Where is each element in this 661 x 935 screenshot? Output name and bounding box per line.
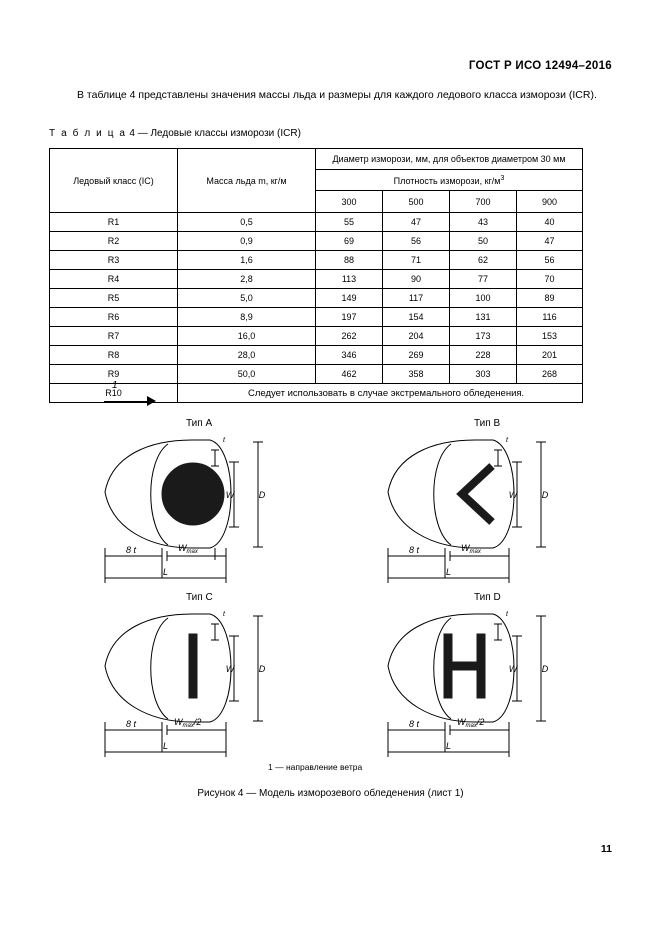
cell-ice-class: R8 — [50, 346, 178, 365]
header-density-500: 500 — [383, 191, 450, 213]
cell-d700: 228 — [450, 346, 517, 365]
type-c-inner-arc — [151, 618, 168, 719]
cell-d300: 149 — [316, 289, 383, 308]
table-row — [50, 232, 583, 251]
cell-d900: 201 — [517, 346, 583, 365]
type-d-label-d: D — [541, 664, 549, 674]
table-caption — [49, 128, 301, 139]
type-c-label-t: t — [223, 611, 225, 618]
cell-d700: 62 — [450, 251, 517, 270]
cell-d700: 43 — [450, 213, 517, 232]
intro-paragraph: В таблице 4 представлены значения массы льда и размеры для каждого ледового класса изморози (ICR). — [77, 89, 597, 101]
cell-ice-class: R2 — [50, 232, 178, 251]
table-row — [50, 213, 583, 232]
cell-d500: 71 — [383, 251, 450, 270]
type-b-label-t: t — [506, 437, 508, 444]
type-c-label-w: W — [225, 664, 235, 674]
cell-d900: 89 — [517, 289, 583, 308]
type-c-ice-outline — [105, 614, 231, 722]
type-a-object-circle — [162, 463, 224, 525]
wind-direction-label: 1 — [112, 380, 118, 391]
table-header-row-1 — [50, 149, 583, 170]
cell-d500: 47 — [383, 213, 450, 232]
label-type-d: Тип D — [474, 592, 501, 603]
type-a-label-8t: 8 t — [126, 545, 137, 555]
cell-d900: 70 — [517, 270, 583, 289]
page-number: 11 — [600, 843, 612, 855]
type-b-label-l: L — [446, 567, 452, 577]
cell-d500: 358 — [383, 365, 450, 384]
label-type-a: Тип A — [186, 418, 213, 429]
type-b-label-d: D — [541, 490, 549, 500]
label-type-b: Тип B — [474, 418, 501, 429]
cell-d300: 197 — [316, 308, 383, 327]
cell-ice-mass: 0,5 — [178, 213, 316, 232]
table-row — [50, 327, 583, 346]
type-c-label-wmax: $W_{max}/2$ — [174, 717, 202, 729]
type-a-ice-outline — [105, 440, 231, 548]
type-a-label-l: L — [163, 567, 169, 577]
cell-d300: 113 — [316, 270, 383, 289]
figure-caption: Рисунок 4 — Модель изморозевого обледенения (лист 1) — [197, 788, 464, 799]
type-c-label-d: D — [258, 664, 266, 674]
cell-ice-mass: 1,6 — [178, 251, 316, 270]
arrow-head-icon — [147, 396, 156, 406]
icr-table — [49, 148, 583, 403]
figure-type-d — [388, 614, 546, 757]
type-c-object-bar — [189, 634, 197, 698]
cell-ice-class: R6 — [50, 308, 178, 327]
cell-d700: 131 — [450, 308, 517, 327]
type-d-ice-outline — [388, 614, 514, 722]
header-diameter-group: Диаметр изморози, мм, для объектов диаметром 30 мм — [316, 149, 583, 170]
cell-ice-mass: 50,0 — [178, 365, 316, 384]
type-a-label-wmax: $W_{max}$ — [178, 543, 198, 555]
cell-ice-class: R9 — [50, 365, 178, 384]
cell-d500: 269 — [383, 346, 450, 365]
wind-direction-arrow — [104, 380, 174, 410]
cell-ice-class: R3 — [50, 251, 178, 270]
cell-ice-mass: 8,9 — [178, 308, 316, 327]
cell-d300: 262 — [316, 327, 383, 346]
cell-d500: 90 — [383, 270, 450, 289]
header-density-700: 700 — [450, 191, 517, 213]
cell-ice-mass: 0,9 — [178, 232, 316, 251]
header-density-text: Плотность изморози, кг/м — [393, 175, 501, 186]
type-d-object-h — [444, 634, 485, 698]
type-b-label-8t: 8 t — [409, 545, 420, 555]
type-b-object-v — [462, 466, 492, 522]
type-d-label-l: L — [446, 741, 452, 751]
header-ice-mass: Масса льда m, кг/м — [178, 149, 316, 213]
table-row — [50, 270, 583, 289]
cell-d900: 47 — [517, 232, 583, 251]
type-a-label-w: W — [225, 490, 235, 500]
cell-d700: 77 — [450, 270, 517, 289]
cell-ice-class: R7 — [50, 327, 178, 346]
cell-d700: 303 — [450, 365, 517, 384]
type-c-label-8t: 8 t — [126, 719, 137, 729]
type-b-ice-outline — [388, 440, 514, 548]
cell-ice-class: R5 — [50, 289, 178, 308]
header-density-900: 900 — [517, 191, 583, 213]
table-row — [50, 308, 583, 327]
figure-type-b — [388, 440, 546, 583]
cell-d700: 100 — [450, 289, 517, 308]
cell-d900: 268 — [517, 365, 583, 384]
type-b-label-w: W — [508, 490, 518, 500]
figure-type-a — [105, 440, 263, 583]
table-row — [50, 251, 583, 270]
cell-ice-mass: 5,0 — [178, 289, 316, 308]
cell-d900: 153 — [517, 327, 583, 346]
cell-d500: 154 — [383, 308, 450, 327]
cell-d500: 204 — [383, 327, 450, 346]
cell-ice-mass: 2,8 — [178, 270, 316, 289]
type-d-label-w: W — [508, 664, 518, 674]
type-d-label-8t: 8 t — [409, 719, 420, 729]
cell-d700: 173 — [450, 327, 517, 346]
type-d-inner-arc — [434, 618, 451, 719]
cell-d500: 56 — [383, 232, 450, 251]
type-d-label-wmax: $W_{max}/2$ — [457, 717, 485, 729]
cell-d900: 116 — [517, 308, 583, 327]
header-density-group — [316, 170, 583, 191]
type-a-label-t: t — [223, 437, 225, 444]
cell-d900: 56 — [517, 251, 583, 270]
type-d-label-t: t — [506, 611, 508, 618]
cell-d900: 40 — [517, 213, 583, 232]
arrow-line — [104, 401, 148, 402]
label-type-c: Тип C — [186, 592, 213, 603]
header-density-300: 300 — [316, 191, 383, 213]
cell-d300: 55 — [316, 213, 383, 232]
cell-d300: 69 — [316, 232, 383, 251]
type-a-label-d: D — [258, 490, 266, 500]
figure-type-c — [105, 614, 263, 757]
type-a-inner-arc — [151, 444, 168, 545]
header-ice-class: Ледовый класс (IC) — [50, 149, 178, 213]
type-b-label-wmax: $W_{max}$ — [461, 543, 481, 555]
table-caption-number: 4 — [129, 128, 135, 139]
page-header: ГОСТ Р ИСО 12494–2016 — [468, 60, 612, 72]
type-b-inner-arc — [434, 444, 451, 545]
table-row — [50, 346, 583, 365]
cell-d300: 346 — [316, 346, 383, 365]
type-c-label-l: L — [163, 741, 169, 751]
cell-d500: 117 — [383, 289, 450, 308]
cell-d300: 88 — [316, 251, 383, 270]
cell-ice-class: R10 — [50, 384, 178, 403]
figure-legend: 1 — направление ветра — [268, 762, 363, 772]
cell-d700: 50 — [450, 232, 517, 251]
header-density-sup: 3 — [500, 174, 505, 182]
table-row — [50, 289, 583, 308]
cell-ice-class: R4 — [50, 270, 178, 289]
cell-ice-mass: 28,0 — [178, 346, 316, 365]
cell-ice-mass: 16,0 — [178, 327, 316, 346]
table-caption-prefix: Т а б л и ц а — [49, 128, 127, 139]
cell-note: Следует использовать в случае экстремального обледенения. — [178, 384, 583, 403]
table-caption-text: — Ледовые классы изморози (ICR) — [137, 128, 301, 139]
cell-ice-class: R1 — [50, 213, 178, 232]
cell-d300: 462 — [316, 365, 383, 384]
